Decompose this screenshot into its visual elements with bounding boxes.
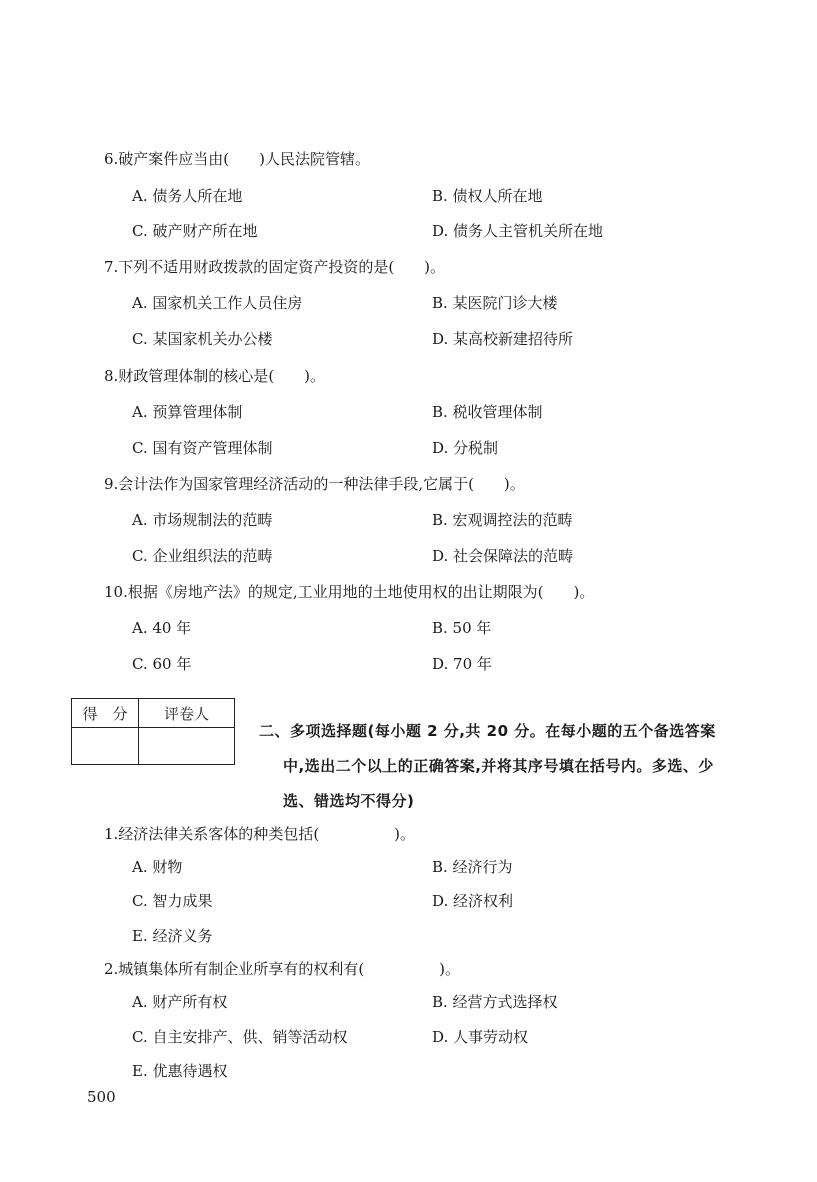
question-6-option-d: D. 债务人主管机关所在地 <box>432 222 604 240</box>
multi-question-2-option-a: A. 财产所有权 <box>132 993 228 1011</box>
question-10: 10.根据《房地产法》的规定,工业用地的土地使用权的出让期限为( )。 <box>104 583 595 601</box>
grader-cell <box>139 728 235 765</box>
question-9: 9.会计法作为国家管理经济活动的一种法律手段,它属于( )。 <box>104 475 525 493</box>
multi-question-1: 1.经济法律关系客体的种类包括( )。 <box>104 825 416 843</box>
question-7: 7.下列不适用财政拨款的固定资产投资的是( )。 <box>104 258 446 276</box>
question-9-option-a: A. 市场规制法的范畴 <box>132 511 273 529</box>
question-6-option-c: C. 破产财产所在地 <box>132 222 258 240</box>
score-cell <box>72 728 139 765</box>
question-10-option-b: B. 50 年 <box>432 619 492 637</box>
multi-question-2-option-c: C. 自主安排产、供、销等活动权 <box>132 1028 348 1046</box>
score-label: 得 分 <box>72 699 139 728</box>
section-2-heading-line2: 中,选出二个以上的正确答案,并将其序号填在括号内。多选、少 <box>283 757 714 775</box>
multi-question-1-option-a: A. 财物 <box>132 858 183 876</box>
question-10-option-c: C. 60 年 <box>132 655 192 673</box>
question-7-option-c: C. 某国家机关办公楼 <box>132 330 273 348</box>
section-2-heading-line1: 二、多项选择题(每小题 2 分,共 20 分。在每小题的五个备选答案 <box>259 722 716 740</box>
multi-question-1-option-e: E. 经济义务 <box>132 927 213 945</box>
question-6-option-b: B. 债权人所在地 <box>432 187 543 205</box>
question-6-option-a: A. 债务人所在地 <box>132 187 243 205</box>
question-8-option-d: D. 分税制 <box>432 439 499 457</box>
question-7-option-b: B. 某医院门诊大楼 <box>432 294 558 312</box>
multi-question-1-option-c: C. 智力成果 <box>132 892 213 910</box>
multi-question-2: 2.城镇集体所有制企业所享有的权利有( )。 <box>104 960 461 978</box>
question-7-option-a: A. 国家机关工作人员住房 <box>132 294 303 312</box>
question-10-option-a: A. 40 年 <box>132 619 192 637</box>
multi-question-2-option-b: B. 经营方式选择权 <box>432 993 558 1011</box>
multi-question-2-option-e: E. 优惠待遇权 <box>132 1062 228 1080</box>
question-7-option-d: D. 某高校新建招待所 <box>432 330 574 348</box>
question-8-option-b: B. 税收管理体制 <box>432 403 543 421</box>
section-2-heading-line3: 选、错选均不得分) <box>283 792 415 810</box>
question-8: 8.财政管理体制的核心是( )。 <box>104 367 326 385</box>
multi-question-1-option-d: D. 经济权利 <box>432 892 514 910</box>
multi-question-2-option-d: D. 人事劳动权 <box>432 1028 529 1046</box>
question-8-option-a: A. 预算管理体制 <box>132 403 243 421</box>
score-table <box>71 698 235 765</box>
question-9-option-c: C. 企业组织法的范畴 <box>132 547 273 565</box>
question-9-option-d: D. 社会保障法的范畴 <box>432 547 574 565</box>
question-6: 6.破产案件应当由( )人民法院管辖。 <box>104 150 371 168</box>
page-number: 500 <box>87 1088 116 1106</box>
grader-label: 评卷人 <box>139 699 235 728</box>
question-8-option-c: C. 国有资产管理体制 <box>132 439 273 457</box>
question-10-option-d: D. 70 年 <box>432 655 492 673</box>
question-9-option-b: B. 宏观调控法的范畴 <box>432 511 573 529</box>
multi-question-1-option-b: B. 经济行为 <box>432 858 513 876</box>
